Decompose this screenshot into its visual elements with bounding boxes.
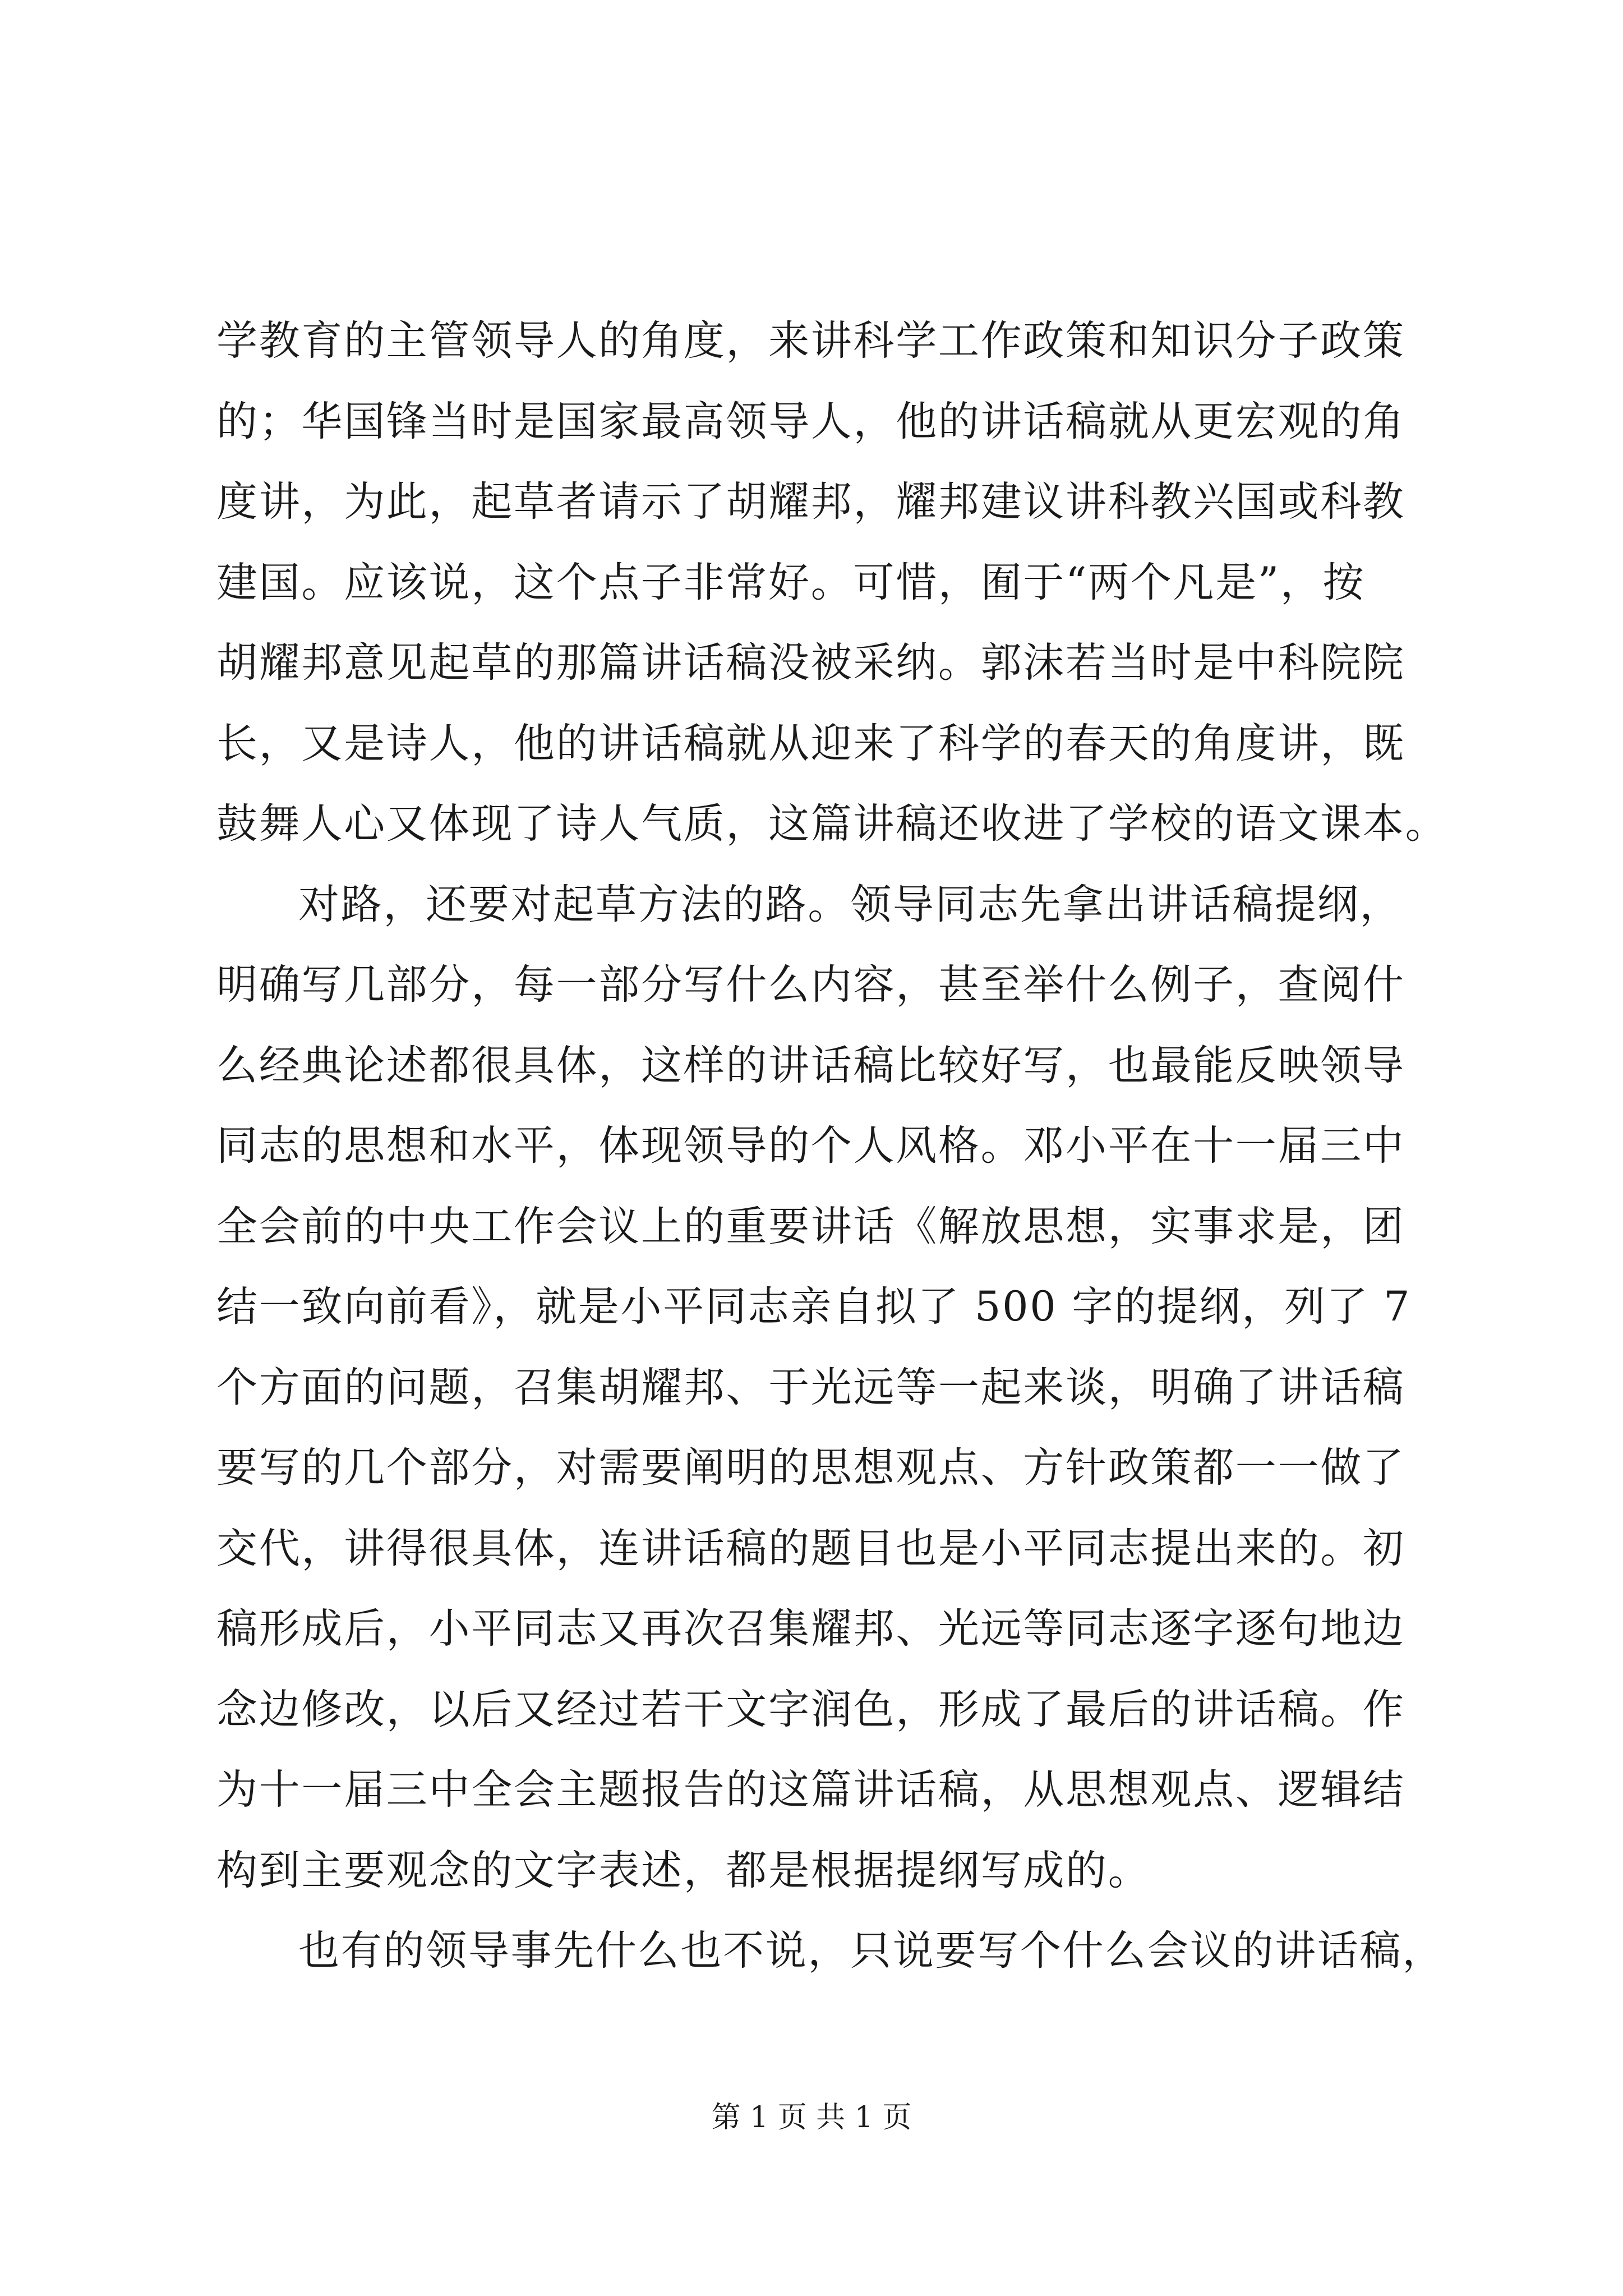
document-body — [216, 301, 1448, 1991]
text-line: 鼓舞人心又体现了诗人气质，这篇讲稿还收进了学校的语文课本。 — [216, 800, 1448, 848]
text-line: 胡耀邦意见起草的那篇讲话稿没被采纳。郭沫若当时是中科院院 — [216, 639, 1405, 687]
text-line: 结一致向前看》，就是小平同志亲自拟了 500 字的提纲，列了 7 — [216, 1283, 1412, 1331]
paragraph-start-line: 对路，还要对起草方法的路。领导同志先拿出讲话稿提纲， — [298, 880, 1403, 928]
text-line: 么经典论述都很具体，这样的讲话稿比较好写，也最能反映领导 — [216, 1041, 1405, 1089]
text-line: 长，又是诗人，他的讲话稿就从迎来了科学的春天的角度讲，既 — [216, 719, 1405, 767]
text-line: 的；华国锋当时是国家最高领导人，他的讲话稿就从更宏观的角 — [216, 397, 1405, 445]
text-line: 全会前的中央工作会议上的重要讲话《解放思想，实事求是，团 — [216, 1202, 1405, 1250]
text-line: 个方面的问题，召集胡耀邦、于光远等一起来谈，明确了讲话稿 — [216, 1363, 1405, 1411]
page-number-footer: 第 1 页 共 1 页 — [711, 2101, 912, 2134]
text-line: 念边修改，以后又经过若干文字润色，形成了最后的讲话稿。作 — [216, 1685, 1405, 1733]
text-line: 度讲，为此，起草者请示了胡耀邦，耀邦建议讲科教兴国或科教 — [216, 478, 1405, 526]
text-line: 学教育的主管领导人的角度，来讲科学工作政策和知识分子政策 — [216, 317, 1405, 365]
text-line: 稿形成后，小平同志又再次召集耀邦、光远等同志逐字逐句地边 — [216, 1605, 1405, 1653]
paragraph-start-line: 也有的领导事先什么也不说，只说要写个什么会议的讲话稿， — [298, 1927, 1445, 1975]
text-line: 明确写几部分，每一部分写什么内容，甚至举什么例子，查阅什 — [216, 961, 1405, 1009]
text-line: 要写的几个部分，对需要阐明的思想观点、方针政策都一一做了 — [216, 1444, 1405, 1492]
text-line: 交代，讲得很具体，连讲话稿的题目也是小平同志提出来的。初 — [216, 1524, 1405, 1572]
text-line: 建国。应该说，这个点子非常好。可惜，囿于“两个凡是”，按 — [216, 558, 1366, 606]
text-line: 为十一届三中全会主题报告的这篇讲话稿，从思想观点、逻辑结 — [216, 1766, 1405, 1814]
text-line: 同志的思想和水平，体现领导的个人风格。邓小平在十一届三中 — [216, 1122, 1405, 1170]
text-line: 构到主要观念的文字表述，都是根据提纲写成的。 — [216, 1846, 1151, 1894]
